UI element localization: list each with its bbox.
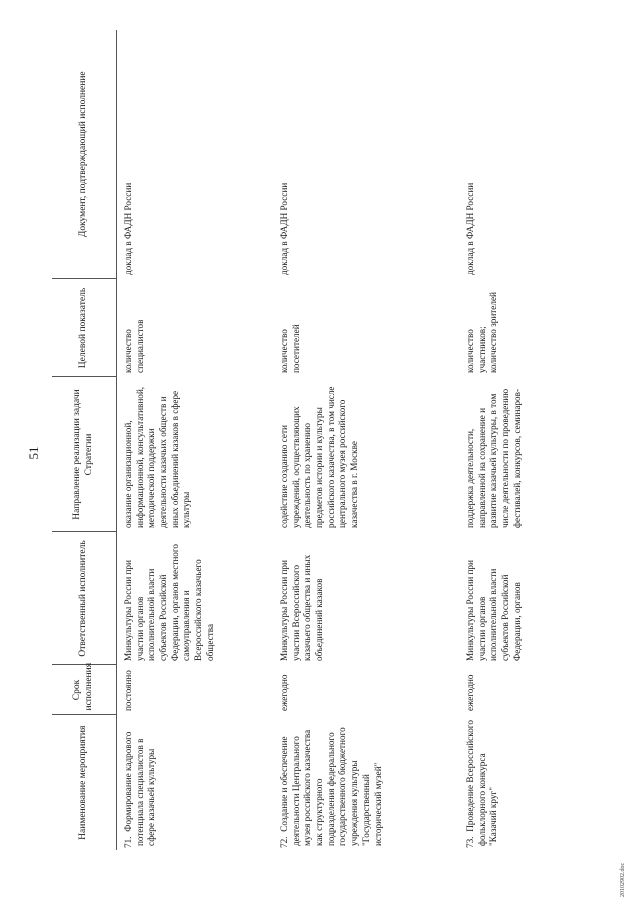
measure-name: Создание и обеспечение деятельности Центрального музея российского казачества как структурного подразделения федерального государственного бюджетного учреждения культуры "Государственный исторический музей" [279, 727, 383, 846]
header-direction: Направление реализации задачи Стратегии [52, 377, 117, 532]
header-executor: Ответственный исполнитель [52, 532, 117, 665]
table-row [273, 30, 459, 850]
cell-term: ежегодно [465, 674, 475, 711]
cell-name [459, 715, 620, 850]
header-term: Срок исполнения [52, 665, 117, 715]
cell-term: ежегодно [279, 674, 289, 711]
measure-name: Проведение Всероссийского фольклорного конкурса "Казачий круг" [465, 720, 499, 846]
footer-file-name: 20102902.doc [620, 862, 626, 897]
cell-executor: Минкультуры России при участии органов исполнительной власти субъектов Российской Федерации, органов [465, 560, 522, 661]
cell-indicator: количество специалистов [123, 319, 145, 373]
cell-indicator: количество участников; количество зрителей [465, 292, 499, 373]
row-number: 73. [465, 836, 475, 848]
page-number: 51 [26, 446, 41, 460]
header-document: Документ, подтверждающий исполнение [52, 30, 117, 279]
cell-direction: поддержка деятельности, направленной на сохранение и развитие казачьей культуры, в том числе деятельности по проведению фестивалей, конкурсов, семинаров- [465, 388, 522, 528]
header-indicator: Целевой показатель [52, 279, 117, 377]
measure-name: Формирование кадрового потенциала специалистов в сфере казачьей культуры [123, 731, 157, 846]
cell-name [273, 715, 459, 850]
cell-direction: содействие созданию сети учреждений, осуществляющих деятельность по хранению предметов истории и культуры российского казачества, в том числе центрального музея российского казачества в г. Москве [279, 386, 360, 528]
cell-executor: Минкультуры России при участии Всероссийского казачьего общества и иных объединений казаков [279, 554, 325, 661]
header-name: Наименование мероприятия [52, 715, 117, 850]
cell-executor: Минкультуры России при участии органов исполнительной власти субъектов Российской Федерации, органов местного самоуправления и Всероссийского казачьего общества [123, 543, 215, 661]
table-row [117, 30, 274, 850]
measures-table [52, 30, 620, 850]
row-number: 71. [123, 836, 133, 848]
cell-document: доклад в ФАДН России [279, 182, 289, 275]
cell-document: доклад в ФАДН России [123, 182, 133, 275]
table-header-row [52, 30, 117, 850]
cell-term: постоянно [123, 670, 133, 711]
cell-indicator: количество посетителей [279, 324, 301, 373]
table-row [459, 30, 620, 850]
cell-direction: оказание организационной, информационной, консультативной, методической поддержки деятельности казачьих обществ и иных объединений казаков в сфере культуры [123, 386, 192, 528]
cell-document: доклад в ФАДН России [465, 182, 475, 275]
cell-name [117, 715, 274, 850]
row-number: 72. [279, 836, 289, 848]
